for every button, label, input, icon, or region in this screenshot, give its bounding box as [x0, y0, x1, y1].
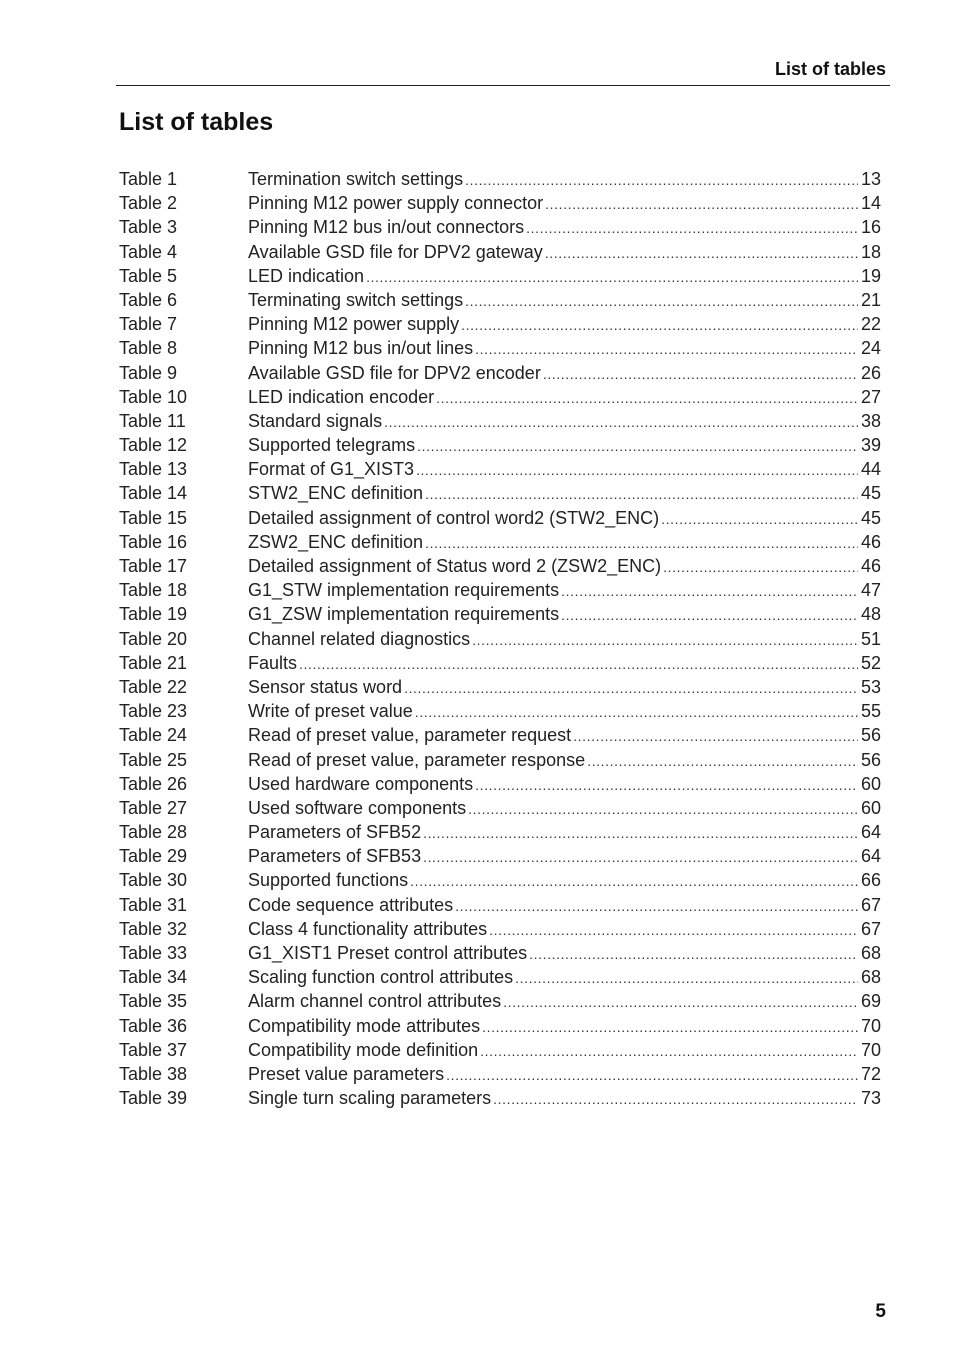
toc-entry-title[interactable]: Single turn scaling parameters [248, 1088, 492, 1109]
toc-entry-page: 72 [860, 1063, 881, 1084]
toc-entry[interactable] [119, 917, 881, 941]
toc-entry[interactable] [119, 336, 881, 360]
toc-entry-body [248, 530, 881, 555]
toc-entry-page: 69 [860, 991, 881, 1012]
page-title: List of tables [119, 108, 274, 136]
toc-entry-label: Table 21 [119, 652, 188, 673]
toc-entry-body [248, 215, 881, 240]
toc-entry-body [248, 554, 881, 579]
toc-entry-label: Table 14 [119, 483, 188, 504]
toc-entry-title[interactable]: Scaling function control attributes [248, 967, 514, 988]
toc-entry-page: 56 [860, 749, 881, 770]
toc-entry-label: Table 19 [119, 604, 188, 625]
toc-entry-title[interactable]: Pinning M12 bus in/out lines [248, 338, 474, 359]
toc-entry[interactable] [119, 965, 881, 989]
toc-entry-body [248, 723, 881, 748]
toc-entry[interactable] [119, 215, 881, 239]
dot-leader [475, 773, 858, 797]
toc-entry-body [248, 191, 881, 216]
toc-entry-body [248, 989, 881, 1014]
toc-entry-page: 46 [860, 556, 881, 576]
toc-entry[interactable] [119, 893, 881, 917]
toc-entry[interactable] [119, 506, 881, 530]
dot-leader [475, 337, 858, 361]
toc-entry-body [248, 240, 881, 265]
toc-entry[interactable] [119, 554, 881, 578]
toc-entry-page: 73 [860, 1088, 881, 1109]
toc-entry-title[interactable]: G1_STW implementation requirements [248, 580, 560, 601]
toc-entry-page: 60 [860, 773, 881, 794]
toc-entry-body [248, 651, 881, 676]
dot-leader [425, 531, 858, 555]
toc-entry-title[interactable]: Termination switch settings [248, 169, 464, 189]
toc-entry[interactable] [119, 530, 881, 554]
toc-entry-label: Table 31 [119, 894, 188, 915]
toc-entry-title[interactable]: Preset value parameters [248, 1063, 445, 1084]
toc-entry-label: Table 2 [119, 193, 178, 214]
toc-entry-label: Table 33 [119, 943, 188, 963]
toc-entry-label: Table 9 [119, 362, 178, 383]
dot-leader [455, 894, 858, 918]
toc-entry[interactable] [119, 699, 881, 723]
toc-entry-title[interactable]: G1_ZSW implementation requirements [248, 604, 560, 625]
toc-entry-page: 66 [860, 870, 881, 891]
dot-leader [404, 676, 858, 700]
toc-entry[interactable] [119, 312, 881, 336]
toc-entry[interactable] [119, 1062, 881, 1086]
toc-entry-label: Table 12 [119, 435, 188, 456]
toc-entry-title[interactable]: Used software components [248, 797, 467, 818]
toc-entry-body [248, 433, 881, 458]
dot-leader [543, 362, 858, 386]
toc-entry-title[interactable]: Parameters of SFB53 [248, 846, 422, 867]
dot-leader [587, 749, 858, 773]
dot-leader [384, 410, 858, 434]
toc-entry[interactable] [119, 844, 881, 868]
toc-entry[interactable] [119, 288, 881, 312]
toc-entry-page: 70 [860, 1039, 881, 1060]
toc-entry-body [248, 917, 881, 942]
toc-entry[interactable] [119, 772, 881, 796]
dot-leader [526, 216, 858, 240]
toc-entry-title[interactable]: Pinning M12 bus in/out connectors [248, 217, 525, 238]
toc-entry-page: 67 [860, 894, 881, 915]
toc-entry-body [248, 312, 881, 337]
toc-entry-title[interactable]: Faults [248, 652, 298, 673]
toc-entry-page: 52 [860, 652, 881, 673]
toc-entry-title[interactable]: Alarm channel control attributes [248, 991, 502, 1012]
dot-leader [529, 942, 858, 966]
toc-entry-page: 16 [860, 217, 881, 238]
toc-entry-body [248, 336, 881, 361]
dot-leader [299, 652, 858, 676]
toc-entry-body [248, 868, 881, 893]
toc-entry-label: Table 37 [119, 1039, 188, 1060]
toc-entry-page: 22 [860, 314, 881, 335]
toc-entry-body [248, 1086, 881, 1111]
dot-leader [480, 1039, 858, 1063]
toc-entry-body [248, 361, 881, 386]
toc-entry-title[interactable]: Terminating switch settings [248, 289, 464, 310]
toc-entry-label: Table 20 [119, 628, 188, 649]
toc-entry-title[interactable]: Parameters of SFB52 [248, 822, 422, 843]
toc-entry-title[interactable]: Available GSD file for DPV2 gateway [248, 241, 543, 262]
toc-entry-label: Table 30 [119, 870, 188, 891]
toc-entry-page: 70 [860, 1015, 881, 1036]
toc-entry-body [248, 796, 881, 821]
toc-entry[interactable] [119, 264, 881, 288]
running-header: List of tables [774, 59, 886, 79]
dot-leader [561, 603, 858, 627]
toc-entry-page: 64 [860, 822, 881, 843]
toc-entry-page: 19 [860, 265, 881, 286]
dot-leader [545, 192, 858, 216]
toc-entry-page: 56 [860, 725, 881, 746]
toc-entry-body [248, 1062, 881, 1087]
toc-entry-title[interactable]: Channel related diagnostics [248, 628, 471, 649]
toc-entry-title[interactable]: Format of G1_XIST3 [248, 459, 415, 480]
toc-entry-page: 45 [860, 507, 881, 528]
toc-entry-title[interactable]: LED indication [248, 265, 365, 286]
toc-entry-label: Table 38 [119, 1063, 188, 1084]
toc-entry-body [248, 457, 881, 482]
toc-entry-body [248, 385, 881, 410]
toc-entry-body [248, 748, 881, 773]
dot-leader [465, 289, 858, 313]
toc-entry-title[interactable]: Sensor status word [248, 676, 403, 697]
toc-entry-title[interactable]: Read of preset value, parameter response [248, 749, 586, 770]
toc-entry-label: Table 28 [119, 822, 188, 843]
toc-entry-label: Table 3 [119, 217, 178, 238]
toc-entry-page: 68 [860, 967, 881, 988]
toc-entry-body [248, 941, 881, 966]
toc-entry-title[interactable]: Detailed assignment of Status word 2 (ZSW2_ENC) [248, 556, 662, 576]
toc-entry-title[interactable]: Read of preset value, parameter request [248, 725, 572, 746]
toc-entry-label: Table 5 [119, 265, 178, 286]
toc-entry[interactable] [119, 941, 881, 965]
toc-entry-page: 51 [860, 628, 881, 649]
toc-entry[interactable] [119, 361, 881, 385]
toc-entry-page: 45 [860, 483, 881, 504]
toc-entry-body [248, 820, 881, 845]
toc-entry[interactable] [119, 457, 881, 481]
toc-entry-title[interactable]: Detailed assignment of control word2 (STW2_ENC) [248, 507, 660, 528]
toc-entry[interactable] [119, 989, 881, 1013]
toc-entry-body [248, 602, 881, 627]
toc-entry-body [248, 409, 881, 434]
toc-entry[interactable] [119, 675, 881, 699]
toc-entry-title[interactable]: Standard signals [248, 410, 383, 431]
toc-entry-title[interactable]: G1_XIST1 Preset control attributes [248, 943, 528, 963]
dot-leader [423, 821, 858, 845]
toc-entry-body [248, 506, 881, 531]
toc-entry[interactable] [119, 385, 881, 409]
toc-entry-body [248, 578, 881, 603]
toc-entry-body [248, 288, 881, 313]
toc-entry-label: Table 1 [119, 169, 178, 189]
dot-leader [545, 241, 858, 265]
toc-entry-page: 44 [860, 459, 881, 480]
dot-leader [573, 724, 858, 748]
toc-entry-body [248, 627, 881, 652]
toc-entry-label: Table 17 [119, 556, 188, 576]
toc-entry-label: Table 16 [119, 531, 188, 552]
toc-entry-label: Table 10 [119, 386, 188, 407]
toc-entry-title[interactable]: Supported functions [248, 870, 409, 891]
toc-entry-page: 24 [860, 338, 881, 359]
toc-entry-page: 55 [860, 701, 881, 722]
dot-leader [472, 628, 858, 652]
toc-entry-label: Table 25 [119, 749, 188, 770]
toc-entry-title[interactable]: Write of preset value [248, 701, 413, 722]
toc-entry-page: 18 [860, 241, 881, 262]
toc-entry-body [248, 1014, 881, 1039]
toc-entry[interactable] [119, 191, 881, 215]
toc-entry-body [248, 264, 881, 289]
toc-entry-page: 27 [860, 386, 881, 407]
dot-leader [482, 1015, 858, 1039]
toc-entry[interactable] [119, 723, 881, 747]
list-of-tables [119, 167, 881, 1110]
toc-entry-title[interactable]: Compatibility mode attributes [248, 1015, 481, 1036]
toc-entry-page: 39 [860, 435, 881, 456]
toc-entry-label: Table 23 [119, 701, 188, 722]
toc-entry-body [248, 772, 881, 797]
toc-entry-label: Table 6 [119, 289, 178, 310]
dot-leader [416, 458, 858, 482]
toc-entry-page: 64 [860, 846, 881, 867]
toc-entry-page: 14 [860, 193, 881, 214]
toc-entry-label: Table 36 [119, 1015, 188, 1036]
dot-leader [515, 966, 858, 990]
toc-entry-label: Table 29 [119, 846, 188, 867]
toc-entry-title[interactable]: Code sequence attributes [248, 894, 454, 915]
toc-entry[interactable] [119, 602, 881, 626]
toc-entry[interactable] [119, 409, 881, 433]
toc-entry-page: 26 [860, 362, 881, 383]
toc-entry[interactable] [119, 1038, 881, 1062]
toc-entry[interactable] [119, 1086, 881, 1110]
toc-entry-page: 60 [860, 797, 881, 818]
dot-leader [493, 1087, 858, 1111]
toc-entry-body [248, 965, 881, 990]
toc-entry[interactable] [119, 240, 881, 264]
toc-entry-body [248, 699, 881, 724]
toc-entry-page: 38 [860, 410, 881, 431]
toc-entry-label: Table 11 [119, 410, 186, 431]
toc-entry-label: Table 7 [119, 314, 178, 335]
toc-entry[interactable] [119, 796, 881, 820]
toc-entry-body [248, 844, 881, 869]
dot-leader [461, 313, 858, 337]
dot-leader [415, 700, 858, 724]
toc-entry[interactable] [119, 627, 881, 651]
toc-entry-page: 53 [860, 676, 881, 697]
page-number: 5 [875, 1301, 886, 1322]
toc-entry-label: Table 26 [119, 773, 188, 794]
toc-entry-label: Table 35 [119, 991, 188, 1012]
toc-entry-page: 13 [860, 169, 881, 189]
toc-entry-label: Table 8 [119, 338, 178, 359]
toc-entry[interactable] [119, 481, 881, 505]
toc-entry-label: Table 27 [119, 797, 188, 818]
toc-entry[interactable] [119, 651, 881, 675]
toc-entry-label: Table 34 [119, 967, 188, 988]
toc-entry-label: Table 4 [119, 241, 178, 262]
dot-leader [410, 869, 858, 893]
toc-entry-page: 46 [860, 531, 881, 552]
toc-entry-body [248, 893, 881, 918]
dot-leader [423, 845, 858, 869]
toc-entry[interactable] [119, 433, 881, 457]
toc-entry-label: Table 13 [119, 459, 188, 480]
dot-leader [503, 990, 858, 1014]
toc-entry-body [248, 167, 881, 192]
dot-leader [446, 1063, 858, 1087]
dot-leader [417, 434, 858, 458]
toc-entry-page: 48 [860, 604, 881, 625]
toc-entry-label: Table 15 [119, 507, 188, 528]
dot-leader [661, 507, 858, 531]
toc-entry-label: Table 22 [119, 676, 188, 697]
toc-entry-label: Table 39 [119, 1088, 188, 1109]
toc-entry-title[interactable]: Class 4 functionality attributes [248, 918, 488, 939]
toc-entry-page: 21 [860, 289, 881, 310]
toc-entry-title[interactable]: Pinning M12 power supply connector [248, 193, 544, 214]
dot-leader [663, 555, 858, 579]
dot-leader [436, 386, 858, 410]
toc-entry-title[interactable]: LED indication encoder [248, 386, 435, 407]
dot-leader [561, 579, 858, 603]
toc-entry-page: 68 [860, 943, 881, 963]
dot-leader [489, 918, 858, 942]
toc-entry-title[interactable]: Available GSD file for DPV2 encoder [248, 362, 541, 383]
toc-entry-title[interactable]: Pinning M12 power supply [248, 314, 460, 335]
toc-entry-label: Table 32 [119, 918, 188, 939]
dot-leader [425, 482, 858, 506]
dot-leader [465, 168, 858, 192]
toc-entry[interactable] [119, 820, 881, 844]
dot-leader [366, 265, 858, 289]
toc-entry-body [248, 675, 881, 700]
toc-entry[interactable] [119, 578, 881, 602]
toc-entry[interactable] [119, 167, 881, 191]
toc-entry[interactable] [119, 868, 881, 892]
toc-entry-body [248, 1038, 881, 1063]
toc-entry-title[interactable]: Used hardware components [248, 773, 474, 794]
toc-entry-body [248, 481, 881, 506]
toc-entry-title[interactable]: Supported telegrams [248, 435, 416, 456]
toc-entry-title[interactable]: STW2_ENC definition [248, 483, 424, 504]
toc-entry[interactable] [119, 748, 881, 772]
toc-entry-label: Table 18 [119, 580, 188, 601]
toc-entry-page: 47 [860, 580, 881, 601]
toc-entry-title[interactable]: Compatibility mode definition [248, 1039, 479, 1060]
toc-entry-label: Table 24 [119, 725, 188, 746]
toc-entry-title[interactable]: ZSW2_ENC definition [248, 531, 424, 552]
toc-entry-page: 67 [860, 918, 881, 939]
header-rule [116, 85, 890, 86]
dot-leader [468, 797, 858, 821]
toc-entry[interactable] [119, 1014, 881, 1038]
